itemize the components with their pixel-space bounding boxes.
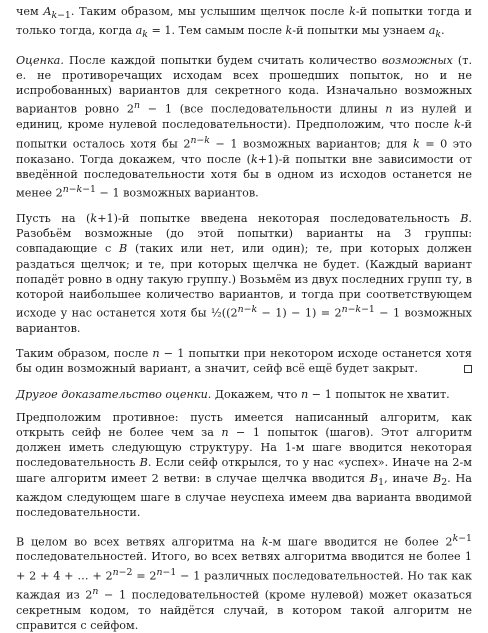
paragraph-estimate: Оценка. После каждой попытки будем считать количество возможных (т. е. не противоречащих исходам всех прошедших попыток, но и не испробованных) вариантов для секретного кода. Изначально возможных вариантов ровно $2^n - 1$ (все последовательности длины n из нулей и единиц, кроме нулевой последовательности). Предположим, что после k-й попытки осталось хотя бы $2^{n-k} - 1$ возможных вариантов; для k = 0 это показано. Тогда докажем, что после (k+1)-й попытки вне зависимости от введённой последовательности хотя бы в одном из исходов останется не менее $2^{n-k-1} - 1$ возможных вариантов. bbox=[16, 53, 473, 200]
paragraph-intro: чем $A_{k-1}$. Таким образом, мы услышим щелчок после k-й попытки тогда и только тогда, когда $a_k = 1$. Тем самым после k-й попытки мы узнаем $a_k$. bbox=[16, 5, 472, 41]
alt-proof-label: Другое доказательство оценки. bbox=[16, 387, 212, 401]
paragraph-conclusion: Таким образом, после n − 1 попытки при некотором исходе останется хотя бы один возможный вариант, а значит, сейф всё ещё будет закрыт. bbox=[16, 347, 472, 376]
paragraph-count: В целом во всех ветвях алгоритма на k-м шаге вводится не более $2^{k-1}$ последовательностей. Итого, во всех ветвях алгоритма вводится не более 1 + 2 + 4 + … + $2^{n-2} = 2^{n-1} - 1$ различных последовательностей. Но так как каждая из $2^n - 1$ последовательностей (кроме нулевой) может оказаться секретным кодом, то найдётся случай, в котором такой алгоритм не справится с сейфом. bbox=[16, 532, 473, 632]
paragraph-contrary: Предположим противное: пусть имеется написанный алгоритм, как открыть сейф не более чем за n − 1 попыток (шагов). Этот алгоритм должен иметь следующую структуру. На 1-м шаге вводится некоторая последовательность B. Если сейф открылся, то у нас «успех». Иначе на 2-м шаге алгоритм имеет 2 ветви: в случае щелчка вводится $B_1$, иначе $B_2$. На каждом следующем шаге в случае неуспеха имеем два варианта вводимой последовательности. bbox=[16, 410, 473, 520]
estimate-label: Оценка. bbox=[16, 53, 64, 67]
qed-square-icon bbox=[464, 365, 472, 373]
paragraph-alt-proof-heading: Другое доказательство оценки. Докажем, что n − 1 попыток не хватит. bbox=[16, 387, 450, 401]
paragraph-groups: Пусть на (k+1)-й попытке введена некоторая последовательность B. Разобьём возможные (до этой попытки) варианты на 3 группы: совпадающие с B (таких или нет, или один); те, при которых должен раздаться щелчок; и те, при которых щелчка не будет. (Каждый вариант попадёт ровно в одну такую группу.) Возьмём из двух последних групп ту, в которой наибольшее количество вариантов, и тогда при соответствующем исходе у нас останется хотя бы $\frac{1}{2}((2^{n-k} - 1) - 1) = 2^{n-k-1} - 1$ возможных вариантов. bbox=[16, 211, 472, 336]
